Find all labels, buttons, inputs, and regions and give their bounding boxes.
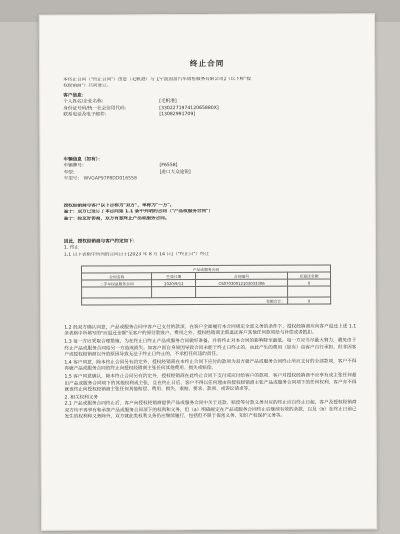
field-label: 个人姓名/企业名称： <box>63 99 107 106</box>
vehicle-heading: 车辆信息（如有）： <box>63 157 103 163</box>
document-title: 终止合同 <box>189 58 225 69</box>
table-total-row <box>82 297 331 305</box>
vehicle-info <box>63 156 355 183</box>
table-header: 应退还金额 <box>287 272 330 279</box>
recital-line: 鉴于：双方已签订了本合同第 1.1 条中列明的合同（"产品或服务合同"） <box>63 209 214 216</box>
table-cell: CS07030012103033306 <box>196 279 288 286</box>
field-value: [毛帆港] <box>159 99 177 105</box>
table-cell: 0 <box>287 279 330 286</box>
field-value: WVGAP97P8DD016558 <box>83 176 137 182</box>
section-1-title: 1. 终止 <box>63 245 79 252</box>
document-page <box>39 13 377 530</box>
table-cell: 2020/9/12 <box>152 280 196 287</box>
customer-field <box>63 112 355 120</box>
clause-1-1: 1.1 以下表格中所列的合同自于[2023 年 8 月 14 日]（"终止日"）终止 <box>63 251 210 258</box>
vehicle-field <box>64 176 356 184</box>
field-label: 车辆牌号： <box>63 163 87 170</box>
field-label: 车架号： <box>63 176 82 182</box>
table-header: 合同名称 <box>82 273 152 280</box>
agreement-heading: 因此，授权经销商与客户约定如下： <box>63 239 138 245</box>
table-total-label: 金额合计： <box>82 297 288 305</box>
table-cell: 二手车权益服务合同 <box>82 280 152 287</box>
field-value: [F6558] <box>159 163 178 169</box>
contract-table <box>81 264 331 305</box>
contract-table-wrap <box>81 264 373 305</box>
clause-1-2: 1.2 经双方确认同意，产品或服务合同中客户已支付的款项，在客户全面履行本合同规定全部义务的条件下，授权经销商应向客户退还上述 1.1 条表格中所填写的"应退还金额"至客户的原付款账户。费用之外，授权经销商无需退还客户其他任何款项给与补偿或者抵扣。 <box>64 324 357 338</box>
intro-line: 本终止合同（"终止合同"）由您（毛帆港）与【宁波国富汽车销售服务有限公司】（以下称"授 <box>63 76 251 83</box>
customer-info <box>63 92 355 119</box>
recital-line: 授权经销商与客户以下合称为"双方"，单称为"一方"。 <box>63 203 175 209</box>
agreement-section <box>64 238 356 258</box>
recitals <box>64 202 356 222</box>
table-header: 生效日期 <box>152 273 196 280</box>
intro-paragraph <box>63 76 355 90</box>
intro-line: 权经销商"）共同签订。 <box>63 83 112 90</box>
field-label: 联系电话及电子邮件： <box>63 112 110 118</box>
customer-heading: 客户信息： <box>63 93 87 99</box>
field-value: [进口大众途锐] <box>159 169 191 176</box>
clauses-body <box>64 324 356 422</box>
field-value: [330227197412065880X] <box>159 105 219 112</box>
table-caption: 产品或服务合同 <box>81 265 330 273</box>
table-header: 合同编号 <box>196 272 288 279</box>
field-value: [13082991709] <box>159 112 196 118</box>
clause-1-3: 1.3 每一方应采取合理措施，为在终止日终止产品或服务合同做好准备，并将终止对本合同的影响降至最低。每一方应当尽最大努力，避免由于终止产品或服务合同给另一方造成损失。如客户因自身原因导致合同未能于终止日终止的，由此产生的费用（如有）由客户自行承担，但非因客户或授权经销商以外的原因导致无法于终止日终止的，不承担任何违约责任。 <box>64 338 357 358</box>
clause-2-1: 2.1 产品或服务合同终止后，客户向授权经销商提供产品或服务合同中关于还款、赔偿等付款义务对应的终止应自终止日起，客户及授权经销商双方均不再享有和承担产品或服务合同项下的权利和义务，但（a）明确规定在产品或服务合同终止后继续有效的条款，以及（b）在终止日前已发生的权利和义务除外，双方就此类权利义务仍应继续履行，包括但不限于保密义务、知识产权保护义务等。 <box>64 400 357 420</box>
section-2-title: 2. 相关权利义务 <box>64 395 98 401</box>
clause-1-5: 1.5 客户同意确认，除本终止合同另有约定外，授权经销商在此终止合同下支付或应付给客户的款项，客户对授权经销商不应享有或主张任何超出产品或服务合同项下的其他权利或主张，且在终止日后，客户不得以任何理由向授权经销商主张产品或服务合同项下的任何权利，客户亦不得就该终止向授权经销商主张任何其他赔偿、费用、损失、索赔、要求、款项、或诉讼请求等。 <box>64 373 357 393</box>
field-label: 车型： <box>63 170 78 176</box>
table-total-value: 0 <box>288 297 331 304</box>
recital-line: 鉴于：经友好协商，双方有意终止产品或服务合同。 <box>63 215 170 222</box>
clause-1-4: 1.4 客户同意，除本终止合同另有约定外，授权经销商在本终止合同下应付的款项为双方就产品或服务合同终止所应支付的全部款项，客户不得再就产品或服务合同的终止向授权经销商主张任何其他费用、损失或赔偿。 <box>64 359 357 373</box>
field-label: 身份证号码/统一社会信用代码： <box>63 106 130 112</box>
